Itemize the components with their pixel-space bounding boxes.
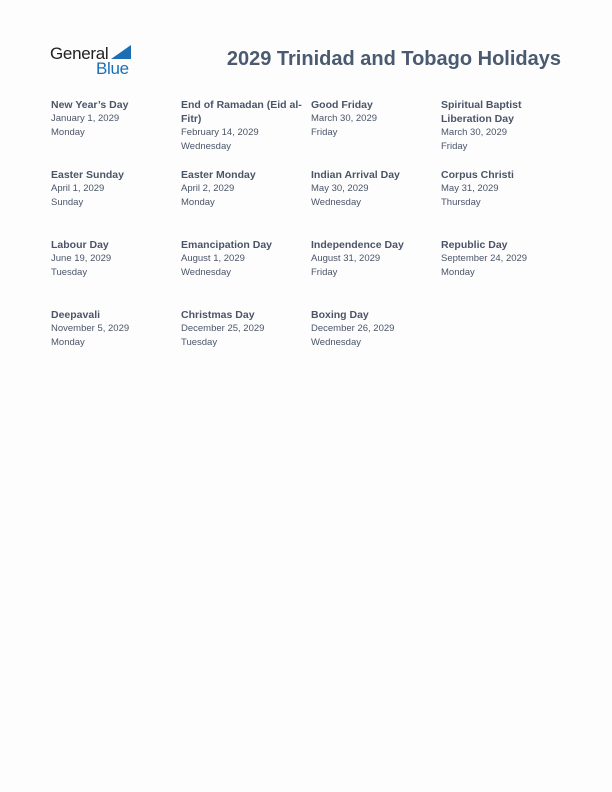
holiday-name: Independence Day [311, 239, 404, 251]
holiday-weekday: Monday [51, 127, 85, 138]
holiday-weekday: Tuesday [51, 267, 88, 278]
holiday-weekday: Monday [51, 337, 85, 348]
holiday-date: September 24, 2029 [441, 253, 528, 264]
holiday-date: August 1, 2029 [181, 253, 245, 264]
holiday-entry [311, 98, 441, 168]
holiday-weekday: Monday [181, 197, 215, 208]
holiday-entry [181, 98, 311, 168]
holiday-weekday: Tuesday [181, 337, 218, 348]
holiday-entry [181, 238, 311, 308]
holiday-date: March 30, 2029 [441, 127, 508, 138]
holiday-weekday: Friday [311, 267, 338, 278]
holiday-weekday: Wednesday [181, 141, 231, 152]
holiday-name: Christmas Day [181, 309, 255, 321]
holiday-date: April 1, 2029 [51, 183, 105, 194]
holiday-name: Emancipation Day [181, 239, 273, 251]
holiday-entry [311, 308, 441, 378]
holiday-entry [51, 98, 181, 168]
holiday-date: April 2, 2029 [181, 183, 235, 194]
holiday-name: Republic Day [441, 239, 508, 251]
holiday-name: New Year’s Day [51, 99, 129, 111]
holiday-name: Corpus Christi [441, 169, 514, 181]
holiday-entry [441, 98, 571, 168]
holiday-date: January 1, 2029 [51, 113, 120, 124]
holiday-weekday: Wednesday [311, 197, 361, 208]
holiday-date: May 31, 2029 [441, 183, 499, 194]
holiday-weekday: Monday [441, 267, 475, 278]
holiday-name: Boxing Day [311, 309, 369, 321]
holiday-name: Labour Day [51, 239, 109, 251]
holiday-date: December 26, 2029 [311, 323, 395, 334]
holiday-weekday: Friday [441, 141, 468, 152]
holiday-entry [51, 238, 181, 308]
holiday-weekday: Sunday [51, 197, 84, 208]
holiday-entry [441, 238, 571, 308]
holiday-date: February 14, 2029 [181, 127, 259, 138]
holiday-date: June 19, 2029 [51, 253, 112, 264]
holiday-name: Indian Arrival Day [311, 169, 400, 181]
holiday-date: November 5, 2029 [51, 323, 130, 334]
holiday-grid [51, 98, 571, 378]
holiday-weekday: Friday [311, 127, 338, 138]
logo-text-blue: Blue [96, 59, 129, 78]
holiday-entry [181, 168, 311, 238]
holiday-weekday: Wednesday [181, 267, 231, 278]
logo-text-general: General [50, 44, 109, 63]
holiday-entry [441, 168, 571, 238]
holiday-name: Easter Monday [181, 169, 256, 181]
generalblue-logo [50, 42, 140, 78]
holiday-weekday: Wednesday [311, 337, 361, 348]
holiday-entry [51, 168, 181, 238]
holiday-entry [311, 168, 441, 238]
holiday-date: August 31, 2029 [311, 253, 381, 264]
holiday-name: Good Friday [311, 99, 373, 111]
holiday-date: March 30, 2029 [311, 113, 378, 124]
holiday-name: Deepavali [51, 309, 101, 321]
holiday-entry [181, 308, 311, 378]
holiday-weekday: Thursday [441, 197, 481, 208]
holiday-name: Easter Sunday [51, 169, 124, 181]
page-title: 2029 Trinidad and Tobago Holidays [226, 48, 561, 70]
logo-triangle-icon [111, 45, 131, 59]
holiday-entry [311, 238, 441, 308]
holiday-date: December 25, 2029 [181, 323, 265, 334]
holiday-name: Spiritual Baptist Liberation Day [441, 99, 522, 125]
holiday-name: End of Ramadan (Eid al-Fitr) [181, 99, 302, 125]
holiday-date: May 30, 2029 [311, 183, 369, 194]
holiday-entry [51, 308, 181, 378]
